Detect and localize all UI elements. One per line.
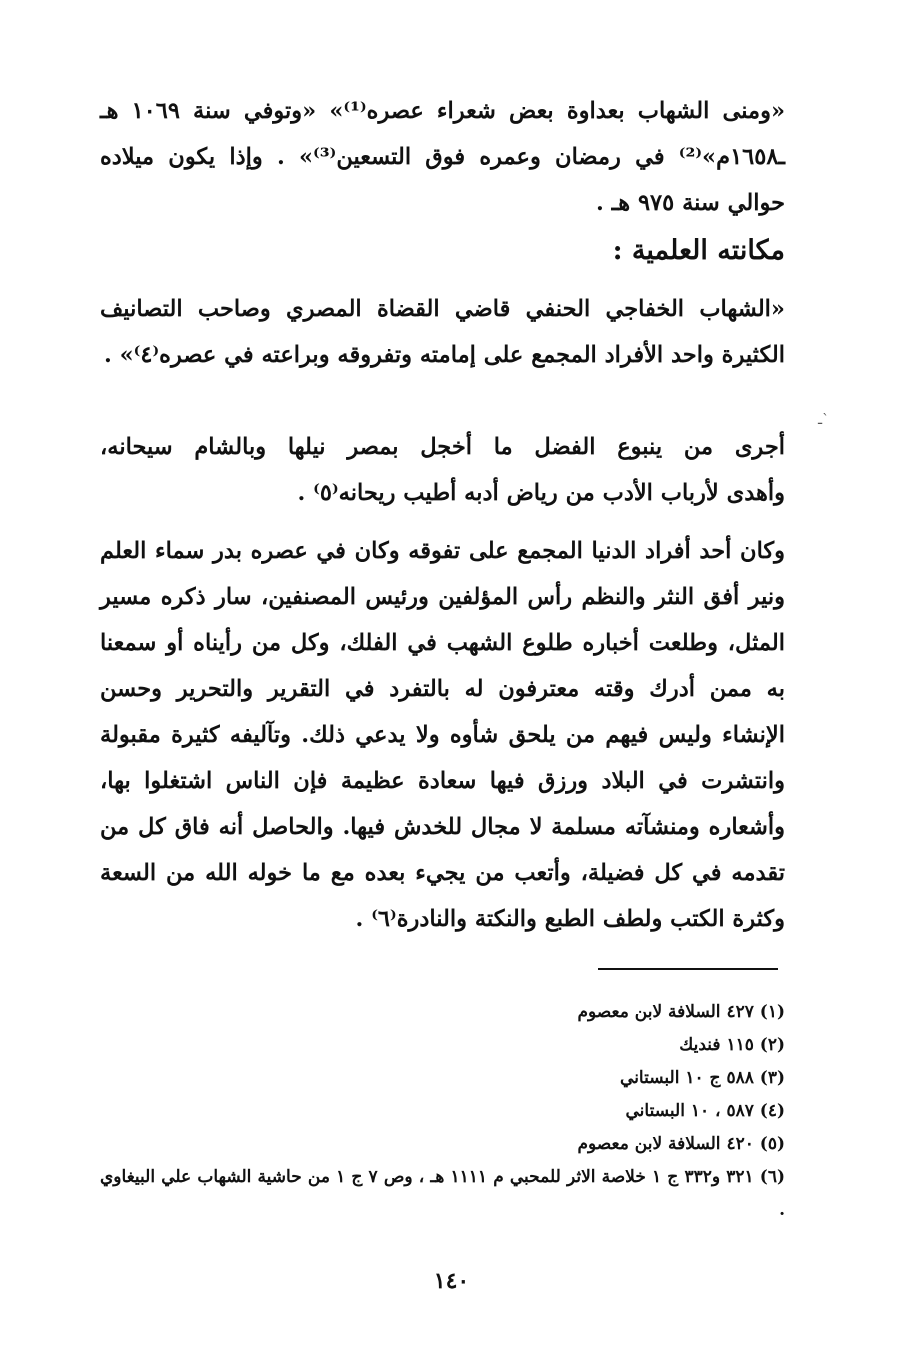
paragraph-1: «ومنى الشهاب بعداوة بعض شعراء عصره⁽¹⁾» «وتوفي سنة ١٠٦٩ هـ ـ١٦٥٨م»⁽²⁾ في رمضان وعمره فوق التسعين⁽³⁾» . وإذا يكون ميلاده حوالي سنة ٩٧٥ هـ . bbox=[100, 98, 786, 216]
stray-ink-mark: ـ` bbox=[818, 412, 830, 428]
footnotes-list bbox=[100, 996, 785, 1227]
paragraph-2: «الشهاب الخفاجي الحنفي قاضي القضاة المصري وصاحب التصانيف الكثيرة واحد الأفراد المجمع على إمامته وتفروقه وبراعته في عصره⁽٤⁾» . bbox=[100, 296, 785, 368]
footnote-divider bbox=[598, 968, 778, 970]
section-heading: مكانته العلمية : bbox=[612, 235, 785, 266]
footnote-5: (٥) ٤٢٠ السلافة لابن معصوم bbox=[577, 1134, 785, 1154]
footnote-2: (٢) ١١٥ فنديك bbox=[679, 1035, 785, 1055]
verse-line-2: وأهدى لأرباب الأدب من رياض أدبه أطيب ريحانه⁽٥⁾ . bbox=[297, 480, 785, 506]
footnote-3: (٣) ٥٨٨ ج ١٠ البستاني bbox=[620, 1068, 785, 1088]
footnote-6: (٦) ٣٢١ و٣٣٢ ج ١ خلاصة الاثر للمحبي م ١١١١ هـ ، وص ٧ ج ١ من حاشية الشهاب علي البيغاوي . bbox=[100, 1167, 786, 1220]
verse-line-1: أجرى من ينبوع الفضل ما أخجل بمصر نيلها وبالشام سيحانه، bbox=[100, 434, 785, 460]
verse-quote bbox=[100, 424, 785, 516]
footnote-4: (٤) ٥٨٧ ، ١٠ البستاني bbox=[625, 1101, 785, 1121]
footnote-1: (١) ٤٢٧ السلافة لابن معصوم bbox=[577, 1002, 785, 1022]
page-number: ١٤٠ bbox=[433, 1268, 470, 1294]
paragraph-3: وكان أحد أفراد الدنيا المجمع على تفوقه وكان في عصره بدر سماء العلم ونير أفق النثر والنظم رأس المؤلفين ورئيس المصنفين، سار ذكره مسير المثل، وطلعت أخباره طلوع الشهب في الفلك، وكل من رأيناه أو سمعنا به ممن أدرك وقته معترفون له بالتفرد في التقرير والتحرير وحسن الإنشاء وليس فيهم من يلحق شأوه ولا يدعي ذلك. وتآليفه كثيرة مقبولة وانتشرت في البلاد ورزق فيها سعادة عظيمة فإن الناس اشتغلوا بها، وأشعاره ومنشآته مسلمة لا مجال للخدش فيها. والحاصل أنه فاق كل من تقدمه في كل فضيلة، وأتعب من يجيء بعده مع ما خوله الله من السعة وكثرة الكتب ولطف الطبع والنكتة والنادرة⁽٦⁾ . bbox=[100, 538, 785, 932]
